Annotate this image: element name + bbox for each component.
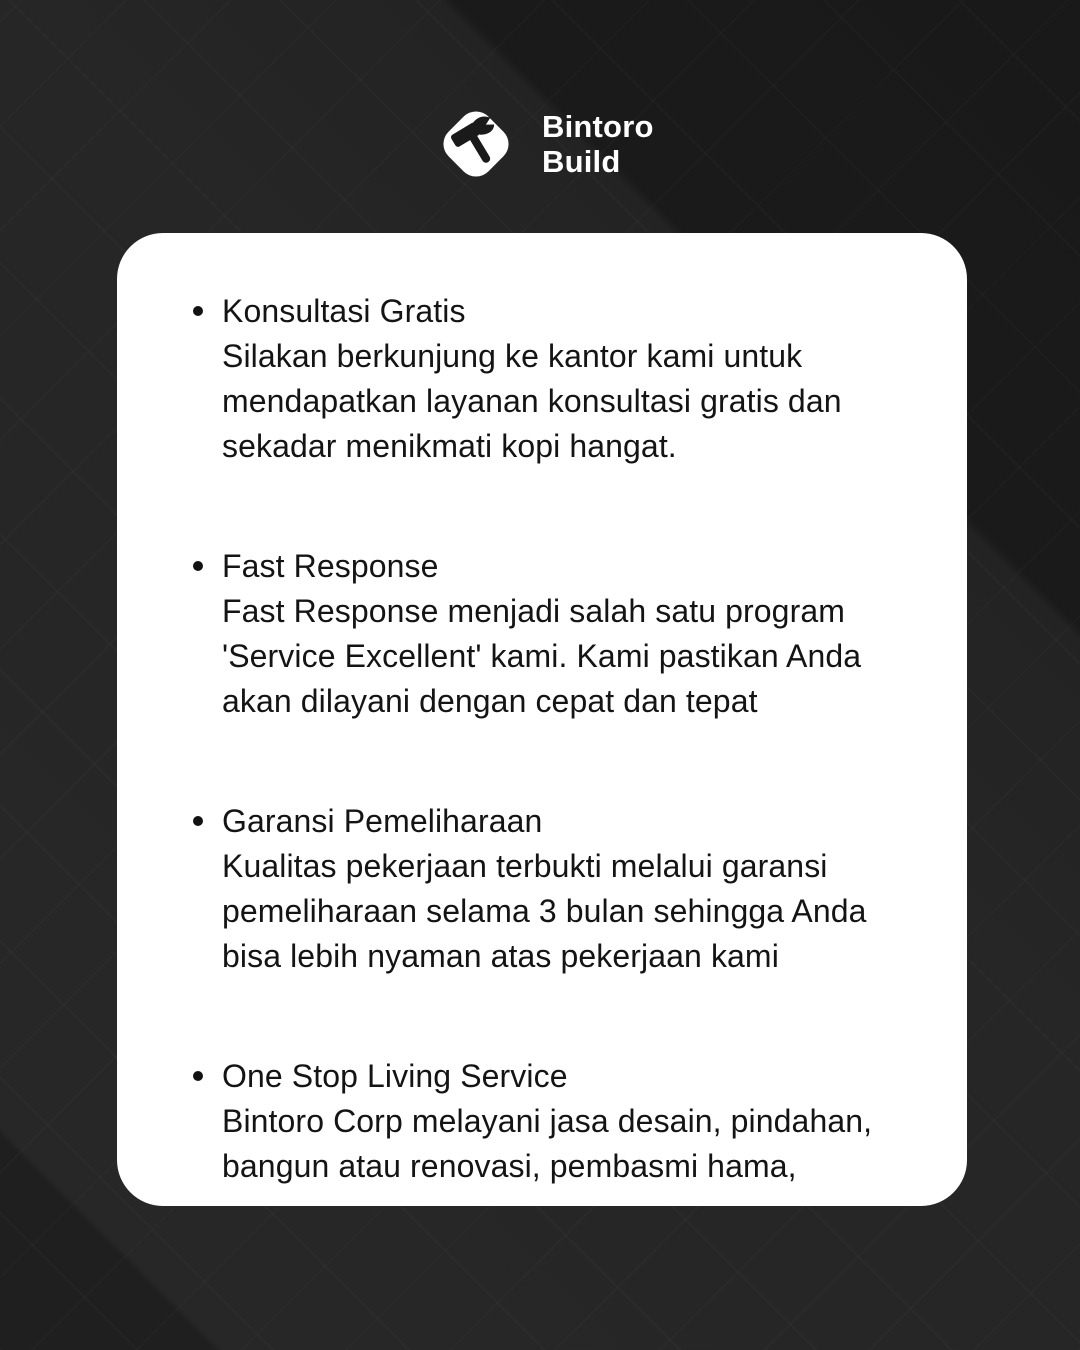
item-line: 'Service Excellent' kami. Kami pastikan Anda: [222, 638, 862, 674]
bullet-icon: [193, 306, 203, 316]
item-title: Konsultasi Gratis: [222, 293, 466, 329]
item-line: sekadar menikmati kopi hangat.: [222, 428, 677, 464]
item-title: Garansi Pemeliharaan: [222, 803, 543, 839]
services-card: [117, 233, 967, 1206]
brand-name-line1: Bintoro: [542, 109, 654, 144]
list-item-text: [222, 289, 842, 469]
item-line: pemeliharaan selama 3 bulan sehingga Anda: [222, 893, 867, 929]
list-item-text: [222, 799, 867, 979]
brand-logo: [430, 98, 654, 190]
item-title: Fast Response: [222, 548, 439, 584]
item-title: One Stop Living Service: [222, 1058, 568, 1094]
list-item-konsultasi-gratis: [193, 289, 897, 469]
item-line: Fast Response menjadi salah satu program: [222, 593, 845, 629]
hammer-icon: [430, 98, 522, 190]
list-item-text: [222, 1054, 872, 1189]
brand-name: [542, 109, 654, 179]
item-line: bangun atau renovasi, pembasmi hama,: [222, 1148, 797, 1184]
brand-name-line2: Build: [542, 144, 621, 179]
item-line: akan dilayani dengan cepat dan tepat: [222, 683, 758, 719]
list-item-fast-response: [193, 544, 897, 724]
bullet-icon: [193, 561, 203, 571]
bullet-icon: [193, 816, 203, 826]
list-item-one-stop-living-service: [193, 1054, 897, 1189]
item-line: Bintoro Corp melayani jasa desain, pindahan,: [222, 1103, 873, 1139]
bullet-icon: [193, 1071, 203, 1081]
item-line: mendapatkan layanan konsultasi gratis dan: [222, 383, 842, 419]
item-line: bisa lebih nyaman atas pekerjaan kami: [222, 938, 779, 974]
list-item-garansi-pemeliharaan: [193, 799, 897, 979]
item-line: Kualitas pekerjaan terbukti melalui garansi: [222, 848, 828, 884]
item-line: Silakan berkunjung ke kantor kami untuk: [222, 338, 803, 374]
list-item-text: [222, 544, 861, 724]
